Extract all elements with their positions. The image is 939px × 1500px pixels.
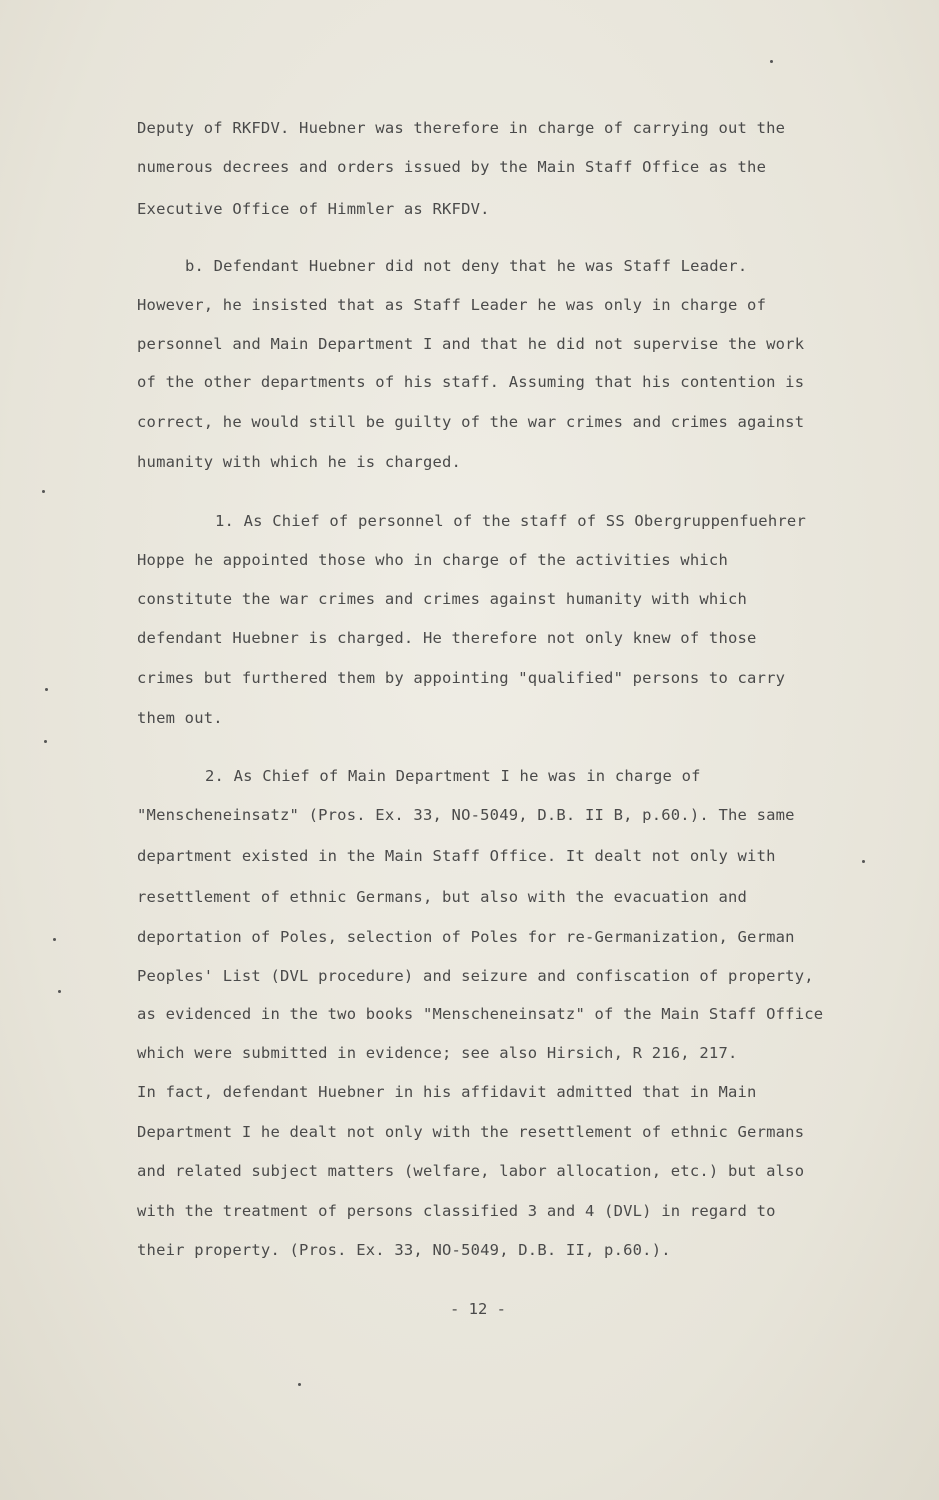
text-line: them out. <box>137 709 223 727</box>
text-line: In fact, defendant Huebner in his affidavit admitted that in Main <box>137 1083 757 1101</box>
text-line: with the treatment of persons classified 3 and 4 (DVL) in regard to <box>137 1202 776 1220</box>
paper-speck <box>44 740 47 743</box>
paper-speck <box>58 990 61 993</box>
paper-speck <box>42 490 45 493</box>
text-line: resettlement of ethnic Germans, but also with the evacuation and <box>137 888 748 906</box>
text-line: as evidenced in the two books "Menscheneinsatz" of the Main Staff Office <box>137 1005 824 1023</box>
text-line: Peoples' List (DVL procedure) and seizure and confiscation of property, <box>137 967 814 985</box>
text-line: correct, he would still be guilty of the war crimes and crimes against <box>137 413 805 431</box>
text-line: 2. As Chief of Main Department I he was in charge of <box>205 767 701 785</box>
text-line: 1. As Chief of personnel of the staff of SS Obergruppenfuehrer <box>215 512 806 530</box>
paper-speck <box>770 60 773 63</box>
text-line: deportation of Poles, selection of Poles for re-Germanization, German <box>137 928 795 946</box>
text-line: defendant Huebner is charged. He therefore not only knew of those <box>137 629 757 647</box>
text-line: "Menscheneinsatz" (Pros. Ex. 33, NO-5049, D.B. II B, p.60.). The same <box>137 806 795 824</box>
text-line: of the other departments of his staff. Assuming that his contention is <box>137 373 805 391</box>
text-line: their property. (Pros. Ex. 33, NO-5049, D.B. II, p.60.). <box>137 1241 671 1259</box>
text-line: b. Defendant Huebner did not deny that he was Staff Leader. <box>185 257 748 275</box>
text-line: Hoppe he appointed those who in charge of the activities which <box>137 551 728 569</box>
text-line: However, he insisted that as Staff Leader he was only in charge of <box>137 296 767 314</box>
paper-speck <box>862 860 865 863</box>
page-number: - 12 - <box>450 1300 506 1318</box>
paper-speck <box>53 938 56 941</box>
text-line: and related subject matters (welfare, labor allocation, etc.) but also <box>137 1162 805 1180</box>
text-line: humanity with which he is charged. <box>137 453 462 471</box>
text-line: Department I he dealt not only with the resettlement of ethnic Germans <box>137 1123 805 1141</box>
text-line: department existed in the Main Staff Office. It dealt not only with <box>137 847 776 865</box>
text-line: which were submitted in evidence; see also Hirsich, R 216, 217. <box>137 1044 738 1062</box>
paper-speck <box>45 688 48 691</box>
text-line: numerous decrees and orders issued by the Main Staff Office as the <box>137 158 767 176</box>
paper-speck <box>298 1383 301 1386</box>
text-line: crimes but furthered them by appointing "qualified" persons to carry <box>137 669 786 687</box>
text-line: constitute the war crimes and crimes against humanity with which <box>137 590 748 608</box>
text-line: Executive Office of Himmler as RKFDV. <box>137 200 490 218</box>
text-line: Deputy of RKFDV. Huebner was therefore in charge of carrying out the <box>137 119 786 137</box>
text-line: personnel and Main Department I and that he did not supervise the work <box>137 335 805 353</box>
